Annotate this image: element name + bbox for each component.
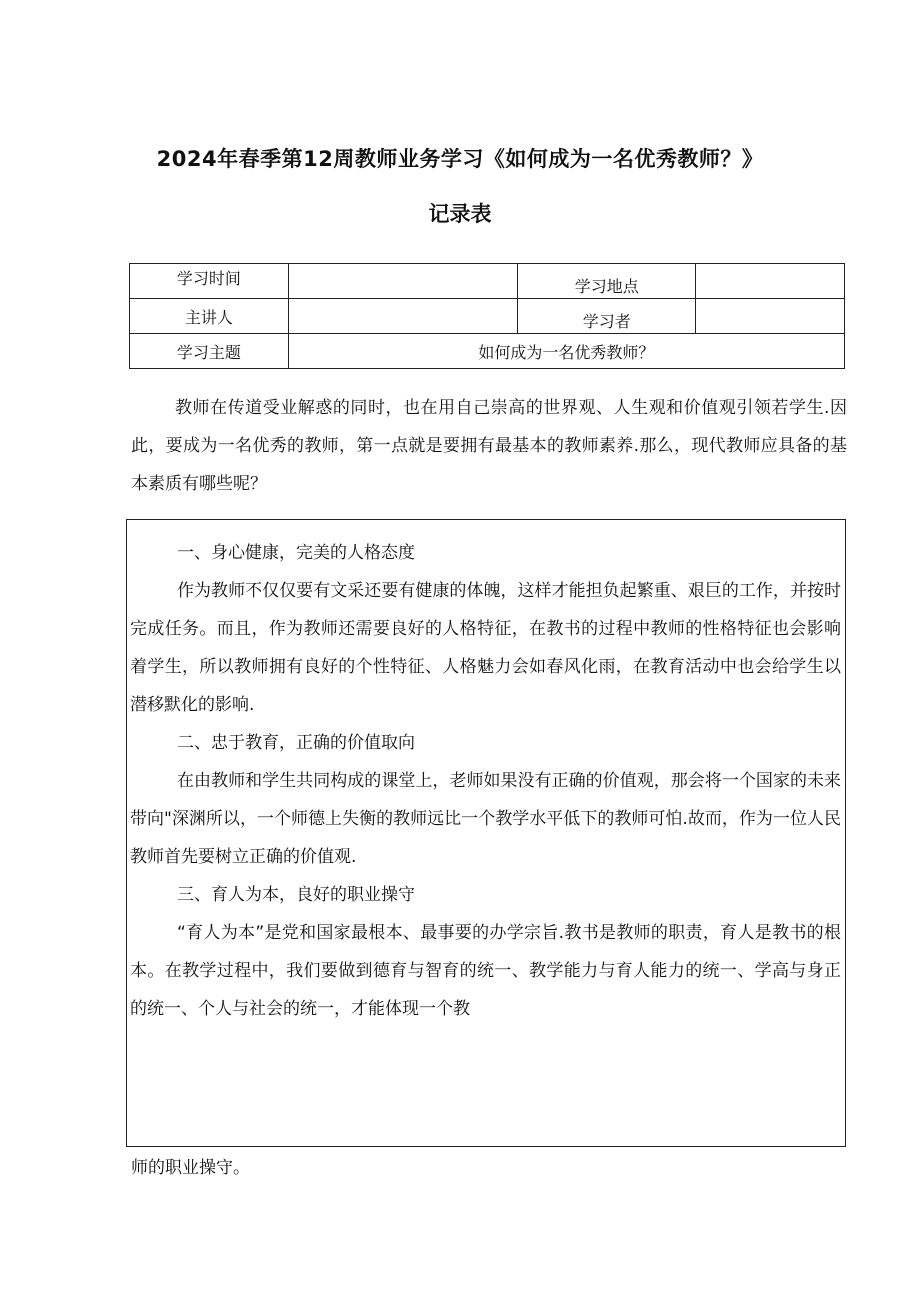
section-1-heading: 一、身心健康，完美的人格态度: [177, 543, 415, 563]
topic-label: 学习主题: [130, 334, 289, 369]
speaker-label: 主讲人: [130, 299, 289, 334]
section-2-heading: 二、忠于教育，正确的价值取向: [177, 733, 415, 753]
learner-label: 学习者: [518, 299, 696, 334]
section-1-body: 作为教师不仅仅要有文采还要有健康的体魄，这样才能担负起繁重、艰巨的工作，并按时完成任务。而且，作为教师还需要良好的人格特征，在教书的过程中教师的性格特征也会影响着学生，所以教师拥有良好的个性特征、人格魅力会如春风化雨，在教育活动中也会给学生以潜移默化的影响.: [130, 581, 841, 715]
intro-paragraph: 教师在传道受业解惑的同时，也在用自己崇高的世界观、人生观和价值观引领若学生.因此，要成为一名优秀的教师，第一点就是要拥有最基本的教师素养.那么，现代教师应具备的基本素质有哪些呢？: [131, 398, 847, 494]
table-row: [130, 299, 845, 334]
section-3-heading: 三、育人为本，良好的职业操守: [177, 885, 415, 905]
study-place-value: [696, 264, 845, 299]
speaker-value: [288, 299, 518, 334]
topic-value: 如何成为一名优秀教师？: [288, 334, 844, 369]
study-place-label: 学习地点: [518, 264, 696, 299]
document-subtitle: 记录表: [428, 202, 492, 226]
content-box: [126, 519, 846, 1147]
tail-text: 师的职业操守。: [131, 1158, 250, 1178]
info-table: [129, 263, 845, 369]
section-3-body: “育人为本”是党和国家最根本、最事要的办学宗旨.教书是教师的职责，育人是教书的根本。在教学过程中，我们要做到德育与智育的统一、教学能力与育人能力的统一、学高与身正的统一、个人与社会的统一，才能体现一个教: [130, 923, 841, 1019]
table-row: [130, 264, 845, 299]
section-2-body: 在由教师和学生共同构成的课堂上，老师如果没有正确的价值观，那会将一个国家的未来带向"深渊所以，一个师德上失衡的教师远比一个教学水平低下的教师可怕.故而，作为一位人民教师首先要树立正确的价值观.: [130, 771, 841, 867]
document-title: 2024年春季第12周教师业务学习《如何成为一名优秀教师？》: [156, 147, 764, 171]
table-row: [130, 334, 845, 369]
content-body: [127, 534, 843, 1028]
study-time-value: [288, 264, 518, 299]
learner-value: [696, 299, 845, 334]
study-time-label: 学习时间: [130, 264, 289, 299]
